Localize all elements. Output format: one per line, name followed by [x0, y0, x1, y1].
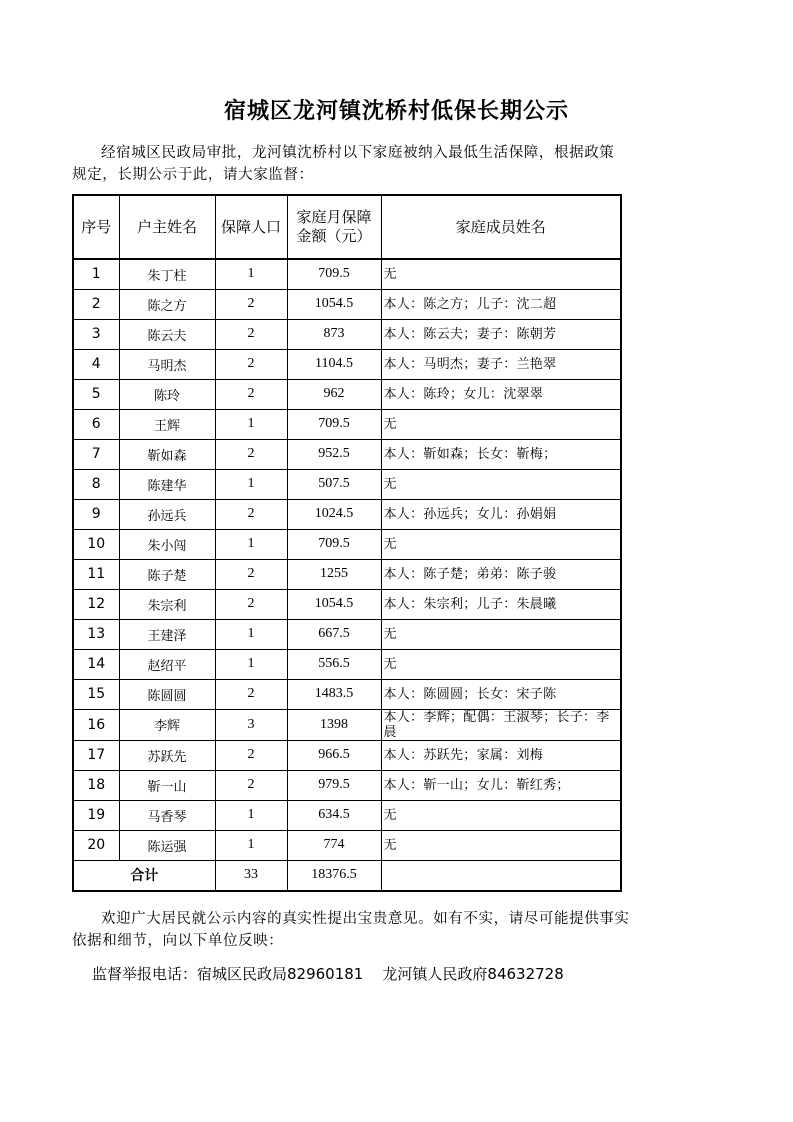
header-monthly-amount — [287, 195, 381, 259]
row-covered-count: 2 — [215, 679, 287, 709]
row-covered-count: 1 — [215, 469, 287, 499]
row-head-name: 赵绍平 — [119, 649, 215, 679]
row-index: 17 — [73, 740, 119, 770]
row-index: 19 — [73, 800, 119, 830]
row-monthly-amount: 774 — [287, 830, 381, 860]
row-covered-count: 2 — [215, 289, 287, 319]
row-covered-count: 2 — [215, 740, 287, 770]
total-amount: 18376.5 — [287, 860, 381, 891]
table-row — [73, 319, 621, 349]
row-members: 无 — [381, 409, 621, 439]
table-row — [73, 770, 621, 800]
header-members: 家庭成员姓名 — [381, 195, 621, 259]
header-covered-count: 保障人口 — [215, 195, 287, 259]
row-index: 1 — [73, 259, 119, 289]
table-row — [73, 649, 621, 679]
row-index: 3 — [73, 319, 119, 349]
table-row — [73, 349, 621, 379]
row-head-name: 陈运强 — [119, 830, 215, 860]
row-covered-count: 1 — [215, 830, 287, 860]
row-members: 本人：苏跃先；家属：刘梅 — [381, 740, 621, 770]
row-members: 本人：靳如森；长女：靳梅； — [381, 439, 621, 469]
row-monthly-amount: 1024.5 — [287, 499, 381, 529]
row-monthly-amount: 1054.5 — [287, 589, 381, 619]
row-index: 6 — [73, 409, 119, 439]
row-members: 无 — [381, 649, 621, 679]
row-monthly-amount: 1483.5 — [287, 679, 381, 709]
row-index: 14 — [73, 649, 119, 679]
row-head-name: 孙远兵 — [119, 499, 215, 529]
row-monthly-amount: 979.5 — [287, 770, 381, 800]
row-covered-count: 1 — [215, 800, 287, 830]
row-head-name: 陈之方 — [119, 289, 215, 319]
row-head-name: 苏跃先 — [119, 740, 215, 770]
table-row — [73, 619, 621, 649]
row-members: 无 — [381, 830, 621, 860]
row-members: 本人：陈圆圆；长女：宋子陈 — [381, 679, 621, 709]
row-covered-count: 1 — [215, 619, 287, 649]
row-covered-count: 1 — [215, 409, 287, 439]
contact-line: 监督举报电话：宿城区民政局82960181 龙河镇人民政府84632728 — [92, 965, 564, 983]
header-head-name: 户主姓名 — [119, 195, 215, 259]
row-covered-count: 2 — [215, 499, 287, 529]
row-index: 7 — [73, 439, 119, 469]
row-head-name: 陈云夫 — [119, 319, 215, 349]
row-members: 本人：李辉；配偶：王淑琴；长子：李晨 — [381, 709, 621, 740]
row-index: 20 — [73, 830, 119, 860]
assistance-table — [72, 194, 622, 892]
closing-paragraph: 欢迎广大居民就公示内容的真实性提出宝贵意见。如有不实，请尽可能提供事实依据和细节，向以下单位反映： — [72, 911, 630, 949]
row-monthly-amount: 952.5 — [287, 439, 381, 469]
row-monthly-amount: 1255 — [287, 559, 381, 589]
row-index: 2 — [73, 289, 119, 319]
table-row — [73, 679, 621, 709]
row-covered-count: 2 — [215, 379, 287, 409]
row-head-name: 朱宗利 — [119, 589, 215, 619]
row-monthly-amount: 1054.5 — [287, 289, 381, 319]
row-members: 本人：孙远兵；女儿：孙娟娟 — [381, 499, 621, 529]
table-row — [73, 469, 621, 499]
row-head-name: 陈子楚 — [119, 559, 215, 589]
row-head-name: 李辉 — [119, 709, 215, 740]
row-monthly-amount: 1398 — [287, 709, 381, 740]
table-row — [73, 409, 621, 439]
row-index: 11 — [73, 559, 119, 589]
row-members: 无 — [381, 469, 621, 499]
row-head-name: 朱丁柱 — [119, 259, 215, 289]
header-amount-line1: 家庭月保障 — [296, 208, 372, 226]
table-row — [73, 559, 621, 589]
row-covered-count: 2 — [215, 770, 287, 800]
row-members: 本人：陈子楚；弟弟：陈子骏 — [381, 559, 621, 589]
row-monthly-amount: 709.5 — [287, 529, 381, 559]
row-monthly-amount: 1104.5 — [287, 349, 381, 379]
row-index: 4 — [73, 349, 119, 379]
row-head-name: 朱小闯 — [119, 529, 215, 559]
row-covered-count: 3 — [215, 709, 287, 740]
table-header-row — [73, 195, 621, 259]
total-count: 33 — [215, 860, 287, 891]
table-row — [73, 499, 621, 529]
table-row — [73, 709, 621, 740]
row-covered-count: 1 — [215, 649, 287, 679]
table-row — [73, 289, 621, 319]
header-amount-line2: 金额（元） — [296, 227, 372, 245]
row-monthly-amount: 634.5 — [287, 800, 381, 830]
row-covered-count: 1 — [215, 259, 287, 289]
row-members: 无 — [381, 529, 621, 559]
table-row — [73, 589, 621, 619]
row-monthly-amount: 507.5 — [287, 469, 381, 499]
table-row — [73, 379, 621, 409]
total-label: 合计 — [73, 860, 215, 891]
row-covered-count: 2 — [215, 319, 287, 349]
table-row — [73, 529, 621, 559]
table-row — [73, 259, 621, 289]
row-index: 9 — [73, 499, 119, 529]
row-monthly-amount: 709.5 — [287, 409, 381, 439]
row-monthly-amount: 966.5 — [287, 740, 381, 770]
row-index: 16 — [73, 709, 119, 740]
row-index: 13 — [73, 619, 119, 649]
total-row — [73, 860, 621, 891]
row-covered-count: 2 — [215, 589, 287, 619]
row-monthly-amount: 962 — [287, 379, 381, 409]
table-row — [73, 800, 621, 830]
row-members: 无 — [381, 259, 621, 289]
row-index: 10 — [73, 529, 119, 559]
row-monthly-amount: 709.5 — [287, 259, 381, 289]
row-head-name: 陈玲 — [119, 379, 215, 409]
row-index: 18 — [73, 770, 119, 800]
row-monthly-amount: 667.5 — [287, 619, 381, 649]
row-index: 15 — [73, 679, 119, 709]
row-covered-count: 2 — [215, 439, 287, 469]
row-index: 12 — [73, 589, 119, 619]
row-head-name: 马香琴 — [119, 800, 215, 830]
row-members: 本人：陈之方；儿子：沈二超 — [381, 289, 621, 319]
row-covered-count: 2 — [215, 559, 287, 589]
row-index: 8 — [73, 469, 119, 499]
row-members: 无 — [381, 800, 621, 830]
total-members — [381, 860, 621, 891]
row-covered-count: 2 — [215, 349, 287, 379]
intro-paragraph: 经宿城区民政局审批，龙河镇沈桥村以下家庭被纳入最低生活保障，根据政策规定，长期公示于此，请大家监督： — [72, 145, 615, 183]
table-row — [73, 439, 621, 469]
row-members: 本人：陈玲；女儿：沈翠翠 — [381, 379, 621, 409]
row-head-name: 陈圆圆 — [119, 679, 215, 709]
row-covered-count: 1 — [215, 529, 287, 559]
row-head-name: 靳如森 — [119, 439, 215, 469]
header-index: 序号 — [73, 195, 119, 259]
row-members: 无 — [381, 619, 621, 649]
page-title: 宿城区龙河镇沈桥村低保长期公示 — [223, 98, 569, 124]
row-head-name: 陈建华 — [119, 469, 215, 499]
row-members: 本人：马明杰；妻子：兰艳翠 — [381, 349, 621, 379]
row-index: 5 — [73, 379, 119, 409]
table-row — [73, 740, 621, 770]
row-members: 本人：靳一山；女儿：靳红秀； — [381, 770, 621, 800]
row-members: 本人：朱宗利；儿子：朱晨曦 — [381, 589, 621, 619]
row-head-name: 靳一山 — [119, 770, 215, 800]
row-members: 本人：陈云夫；妻子：陈朝芳 — [381, 319, 621, 349]
row-head-name: 马明杰 — [119, 349, 215, 379]
row-monthly-amount: 556.5 — [287, 649, 381, 679]
row-monthly-amount: 873 — [287, 319, 381, 349]
table-row — [73, 830, 621, 860]
row-head-name: 王建泽 — [119, 619, 215, 649]
row-head-name: 王辉 — [119, 409, 215, 439]
